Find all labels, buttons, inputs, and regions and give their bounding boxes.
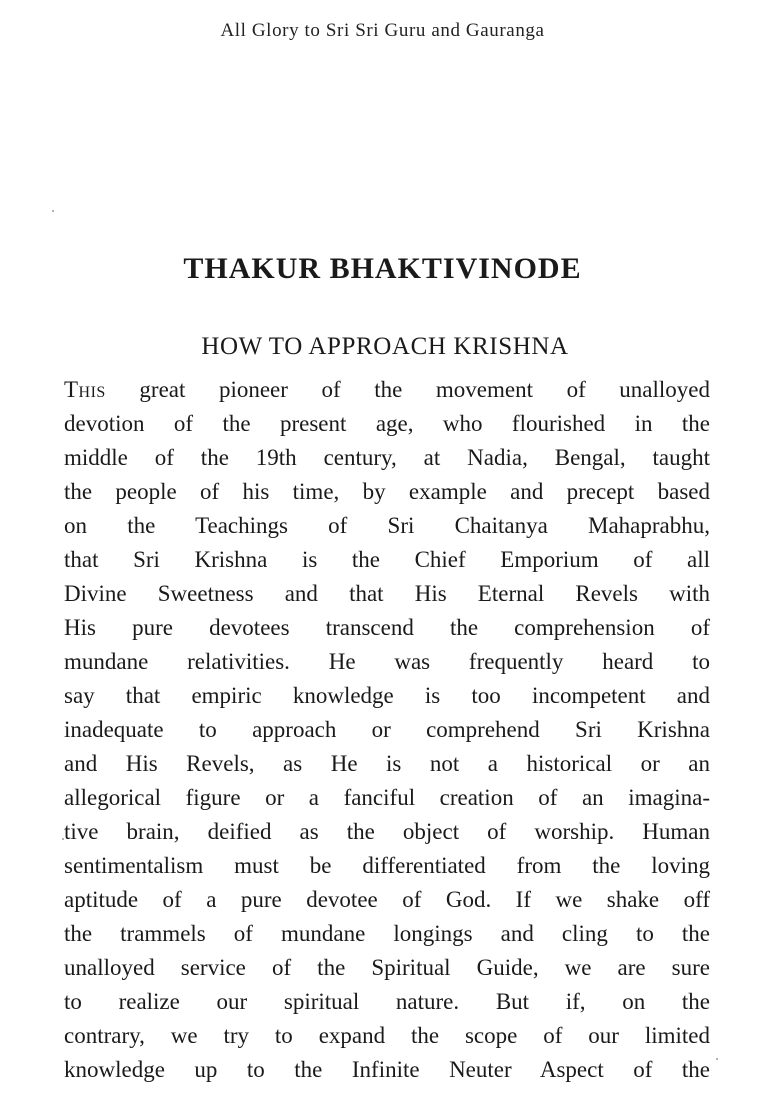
text-line: the trammels of mundane longings and cling to the	[64, 921, 710, 946]
text-line: aptitude of a pure devotee of God. If we shake off	[64, 887, 710, 912]
text-line-content: great pioneer of the movement of unalloyed	[105, 377, 710, 402]
opening-word: This	[64, 377, 106, 402]
text-line: contrary, we try to expand the scope of our limited	[64, 1023, 710, 1048]
running-head: All Glory to Sri Sri Guru and Gauranga	[220, 20, 545, 41]
scan-speck	[62, 838, 64, 840]
text-line: the people of his time, by example and precept based	[64, 479, 710, 504]
text-line	[64, 373, 710, 407]
text-line: Divine Sweetness and that His Eternal Revels with	[64, 581, 710, 606]
text-line: mundane relativities. He was frequently heard to	[64, 649, 710, 674]
text-line: devotion of the present age, who flourished in the	[64, 411, 710, 436]
text-line: and His Revels, as He is not a historical or an	[64, 751, 710, 776]
text-line: allegorical figure or a fanciful creation of an imagina-	[64, 785, 710, 810]
text-line: knowledge up to the Infinite Neuter Aspect of the	[64, 1057, 710, 1082]
section-subtitle: HOW TO APPROACH KRISHNA	[201, 333, 569, 360]
text-line: on the Teachings of Sri Chaitanya Mahaprabhu,	[64, 513, 710, 538]
text-line: middle of the 19th century, at Nadia, Bengal, taught	[64, 445, 710, 470]
scan-speck	[52, 210, 54, 212]
text-line: His pure devotees transcend the comprehension of	[64, 615, 710, 640]
body-paragraph	[64, 373, 710, 1087]
text-line: inadequate to approach or comprehend Sri Krishna	[64, 717, 710, 742]
text-line: say that empiric knowledge is too incompetent and	[64, 683, 710, 708]
text-line: to realize our spiritual nature. But if, on the	[64, 989, 710, 1014]
text-line: sentimentalism must be differentiated from the loving	[64, 853, 710, 878]
scan-speck	[716, 1058, 718, 1060]
chapter-title: THAKUR BHAKTIVINODE	[183, 252, 582, 285]
text-line: unalloyed service of the Spiritual Guide, we are sure	[64, 955, 710, 980]
text-line: that Sri Krishna is the Chief Emporium of all	[64, 547, 710, 572]
text-line: tive brain, deified as the object of worship. Human	[64, 819, 710, 844]
